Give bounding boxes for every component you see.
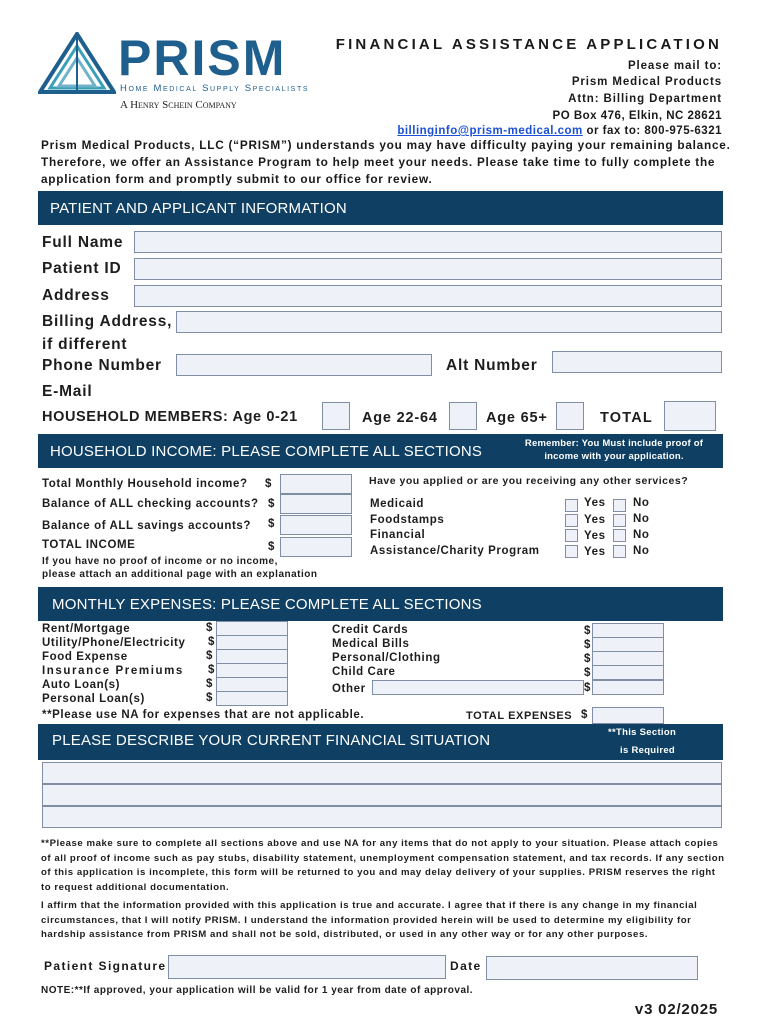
- financial-yes-label: Yes: [584, 530, 606, 542]
- charity-no-checkbox[interactable]: [613, 545, 626, 558]
- alt-number-field[interactable]: [552, 351, 722, 373]
- expenses-section-title: MONTHLY EXPENSES: PLEASE COMPLETE ALL SECTIONS: [52, 596, 482, 613]
- form-title: FINANCIAL ASSISTANCE APPLICATION: [335, 36, 722, 53]
- clothing-field[interactable]: [592, 651, 664, 666]
- foodstamps-yes-label: Yes: [584, 514, 606, 526]
- fax-number: or fax to: 800-975-6321: [582, 125, 722, 137]
- credit-cards-dollar: $: [584, 625, 591, 637]
- insurance-dollar: $: [208, 664, 215, 676]
- situation-line-2[interactable]: [42, 784, 722, 806]
- phone-number-label: Phone Number: [42, 357, 162, 374]
- rent-field[interactable]: [216, 621, 288, 636]
- prism-logo: [38, 32, 328, 112]
- monthly-income-field[interactable]: [280, 474, 352, 494]
- auto-loan-field[interactable]: [216, 677, 288, 692]
- program-foodstamps: Foodstamps: [370, 514, 445, 526]
- expense-personal-loan-label: Personal Loan(s): [42, 693, 145, 705]
- logo-tagline: Home Medical Supply Specialists: [120, 83, 310, 94]
- situation-section-header: [38, 724, 723, 760]
- expense-rent-label: Rent/Mortgage: [42, 623, 131, 635]
- personal-loan-field[interactable]: [216, 691, 288, 706]
- insurance-field[interactable]: [216, 663, 288, 678]
- savings-balance-label: Balance of ALL savings accounts?: [42, 520, 252, 532]
- personal-loan-dollar: $: [206, 692, 213, 704]
- expenses-section-header: [38, 587, 723, 621]
- expense-other-label: Other: [332, 683, 366, 695]
- savings-balance-field[interactable]: [280, 515, 352, 535]
- checking-balance-field[interactable]: [280, 494, 352, 514]
- situation-line-1[interactable]: [42, 762, 722, 784]
- expense-insurance-label: Insurance Premiums: [42, 665, 184, 677]
- financial-no-label: No: [633, 529, 650, 541]
- patient-section-header: [38, 191, 723, 225]
- billing-address-field[interactable]: [176, 311, 722, 333]
- address-label: Address: [42, 287, 110, 304]
- total-members-field[interactable]: [664, 401, 716, 431]
- other-expense-description-field[interactable]: [372, 680, 584, 695]
- total-expenses-field[interactable]: [592, 707, 664, 724]
- situation-line-3[interactable]: [42, 806, 722, 828]
- expense-credit-cards-label: Credit Cards: [332, 624, 409, 636]
- expense-medical-bills-label: Medical Bills: [332, 638, 410, 650]
- medical-bills-field[interactable]: [592, 637, 664, 652]
- contact-line: [397, 125, 722, 137]
- completion-note: **Please make sure to complete all sections above and use NA for any items that do not apply to your situation. Please attach copies of all proof of income such as pay stubs, disability statement, unemployment compensation statement, and tax records. If any section of this application is incomplete, this form will be returned to you and may delay delivery of your supplies. PRISM reserves the right to request additional documentation.: [41, 838, 725, 893]
- affirmation-statement: I affirm that the information provided with this application is true and accurate. I agree that if there is any change in my financial circumstances, that I will notify PRISM. I understand the information provided herein will be used to determine my eligibility for hardship assistance from PRISM and shall not be sold, distributed, or used in any other way or for any other purposes.: [41, 900, 698, 940]
- mail-to-label: Please mail to:: [627, 60, 722, 72]
- required-note-2: is Required: [620, 745, 676, 756]
- approval-note: NOTE:**If approved, your application will be valid for 1 year from date of approval.: [41, 985, 474, 996]
- proof-reminder: Remember: You Must include proof of income with your application.: [524, 438, 704, 462]
- attn-line: Attn: Billing Department: [568, 93, 722, 105]
- medical-bills-dollar: $: [584, 639, 591, 651]
- medicaid-no-label: No: [633, 497, 650, 509]
- food-dollar: $: [206, 650, 213, 662]
- na-note: **Please use NA for expenses that are not applicable.: [42, 709, 365, 721]
- expense-utility-label: Utility/Phone/Electricity: [42, 637, 186, 649]
- billing-email-link[interactable]: billinginfo@prism-medical.com: [397, 125, 583, 137]
- total-income-field[interactable]: [280, 537, 352, 557]
- other-services-question: Have you applied or are you receiving any other services?: [369, 475, 689, 487]
- email-label: E-Mail: [42, 383, 93, 400]
- medicaid-no-checkbox[interactable]: [613, 499, 626, 512]
- clothing-dollar: $: [584, 653, 591, 665]
- program-medicaid: Medicaid: [370, 498, 425, 510]
- checking-balance-dollar: $: [268, 498, 275, 510]
- total-income-label: TOTAL INCOME: [42, 539, 136, 551]
- total-income-dollar: $: [268, 541, 275, 553]
- mailing-address: PO Box 476, Elkin, NC 28621: [552, 110, 722, 122]
- address-field[interactable]: [134, 285, 722, 307]
- income-section-header: [38, 434, 723, 468]
- expense-child-care-label: Child Care: [332, 666, 396, 678]
- billing-address-label: Billing Address,: [42, 313, 173, 330]
- program-financial: Financial: [370, 529, 426, 541]
- foodstamps-yes-checkbox[interactable]: [565, 514, 578, 527]
- required-note-1: **This Section: [608, 727, 677, 738]
- total-expenses-dollar: $: [581, 709, 588, 721]
- situation-section-title: PLEASE DESCRIBE YOUR CURRENT FINANCIAL SITUATION: [52, 732, 491, 749]
- age-22-64-label: Age 22-64: [362, 410, 438, 426]
- checking-balance-label: Balance of ALL checking accounts?: [42, 498, 259, 510]
- expense-auto-loan-label: Auto Loan(s): [42, 679, 121, 691]
- company-name: Prism Medical Products: [571, 76, 722, 88]
- form-version: v3 02/2025: [634, 1001, 718, 1018]
- monthly-income-label: Total Monthly Household income?: [42, 478, 248, 490]
- age-22-64-field[interactable]: [449, 402, 477, 430]
- savings-balance-dollar: $: [268, 518, 275, 530]
- age-0-21-field[interactable]: [322, 402, 350, 430]
- foodstamps-no-checkbox[interactable]: [613, 514, 626, 527]
- charity-yes-checkbox[interactable]: [565, 545, 578, 558]
- patient-section-title: PATIENT AND APPLICANT INFORMATION: [50, 200, 347, 217]
- medicaid-yes-label: Yes: [584, 497, 606, 509]
- other-dollar: $: [584, 682, 591, 694]
- intro-paragraph: Prism Medical Products, LLC (“PRISM”) understands you may have difficulty paying your remaining balance. Therefore, we offer an Assistance Program to help meet your needs. Please take time to fully complete the application form and promptly submit to our office for review.: [41, 138, 731, 186]
- logo-wordmark: PRISM: [118, 30, 287, 86]
- income-section-title: HOUSEHOLD INCOME: PLEASE COMPLETE ALL SECTIONS: [50, 443, 483, 460]
- child-care-field[interactable]: [592, 665, 664, 680]
- logo-parent: A Henry Schein Company: [120, 99, 237, 111]
- household-members-label: HOUSEHOLD MEMBERS: Age 0-21: [42, 409, 298, 425]
- rent-dollar: $: [206, 622, 213, 634]
- food-field[interactable]: [216, 649, 288, 664]
- phone-number-field[interactable]: [176, 354, 432, 376]
- total-expenses-label: TOTAL EXPENSES: [466, 710, 573, 722]
- monthly-income-dollar: $: [265, 478, 272, 490]
- total-members-label: TOTAL: [600, 410, 653, 426]
- child-care-dollar: $: [584, 667, 591, 679]
- no-proof-note-1: If you have no proof of income or no income,: [42, 556, 278, 567]
- expense-food-label: Food Expense: [42, 651, 128, 663]
- no-proof-note-2: please attach an additional page with an explanation: [42, 569, 318, 580]
- auto-loan-dollar: $: [206, 678, 213, 690]
- patient-signature-field[interactable]: [168, 955, 446, 979]
- medicaid-yes-checkbox[interactable]: [565, 499, 578, 512]
- financial-no-checkbox[interactable]: [613, 529, 626, 542]
- patient-signature-label: Patient Signature: [44, 959, 167, 973]
- prism-triangle-icon: [38, 32, 116, 94]
- other-expense-field[interactable]: [592, 680, 664, 695]
- age-65-label: Age 65+: [486, 410, 548, 426]
- program-assistance-charity: Assistance/Charity Program: [370, 545, 540, 557]
- utility-dollar: $: [208, 636, 215, 648]
- foodstamps-no-label: No: [633, 513, 650, 525]
- date-field[interactable]: [486, 956, 698, 980]
- expense-personal-clothing-label: Personal/Clothing: [332, 652, 441, 664]
- full-name-field[interactable]: [134, 231, 722, 253]
- alt-number-label: Alt Number: [446, 357, 538, 374]
- age-65-field[interactable]: [556, 402, 584, 430]
- patient-id-field[interactable]: [134, 258, 722, 280]
- charity-yes-label: Yes: [584, 546, 606, 558]
- financial-yes-checkbox[interactable]: [565, 529, 578, 542]
- date-label: Date: [450, 959, 482, 973]
- billing-address-label-2: if different: [42, 336, 128, 353]
- full-name-label: Full Name: [42, 234, 124, 251]
- patient-id-label: Patient ID: [42, 260, 122, 277]
- charity-no-label: No: [633, 545, 650, 557]
- credit-cards-field[interactable]: [592, 623, 664, 638]
- utility-field[interactable]: [216, 635, 288, 650]
